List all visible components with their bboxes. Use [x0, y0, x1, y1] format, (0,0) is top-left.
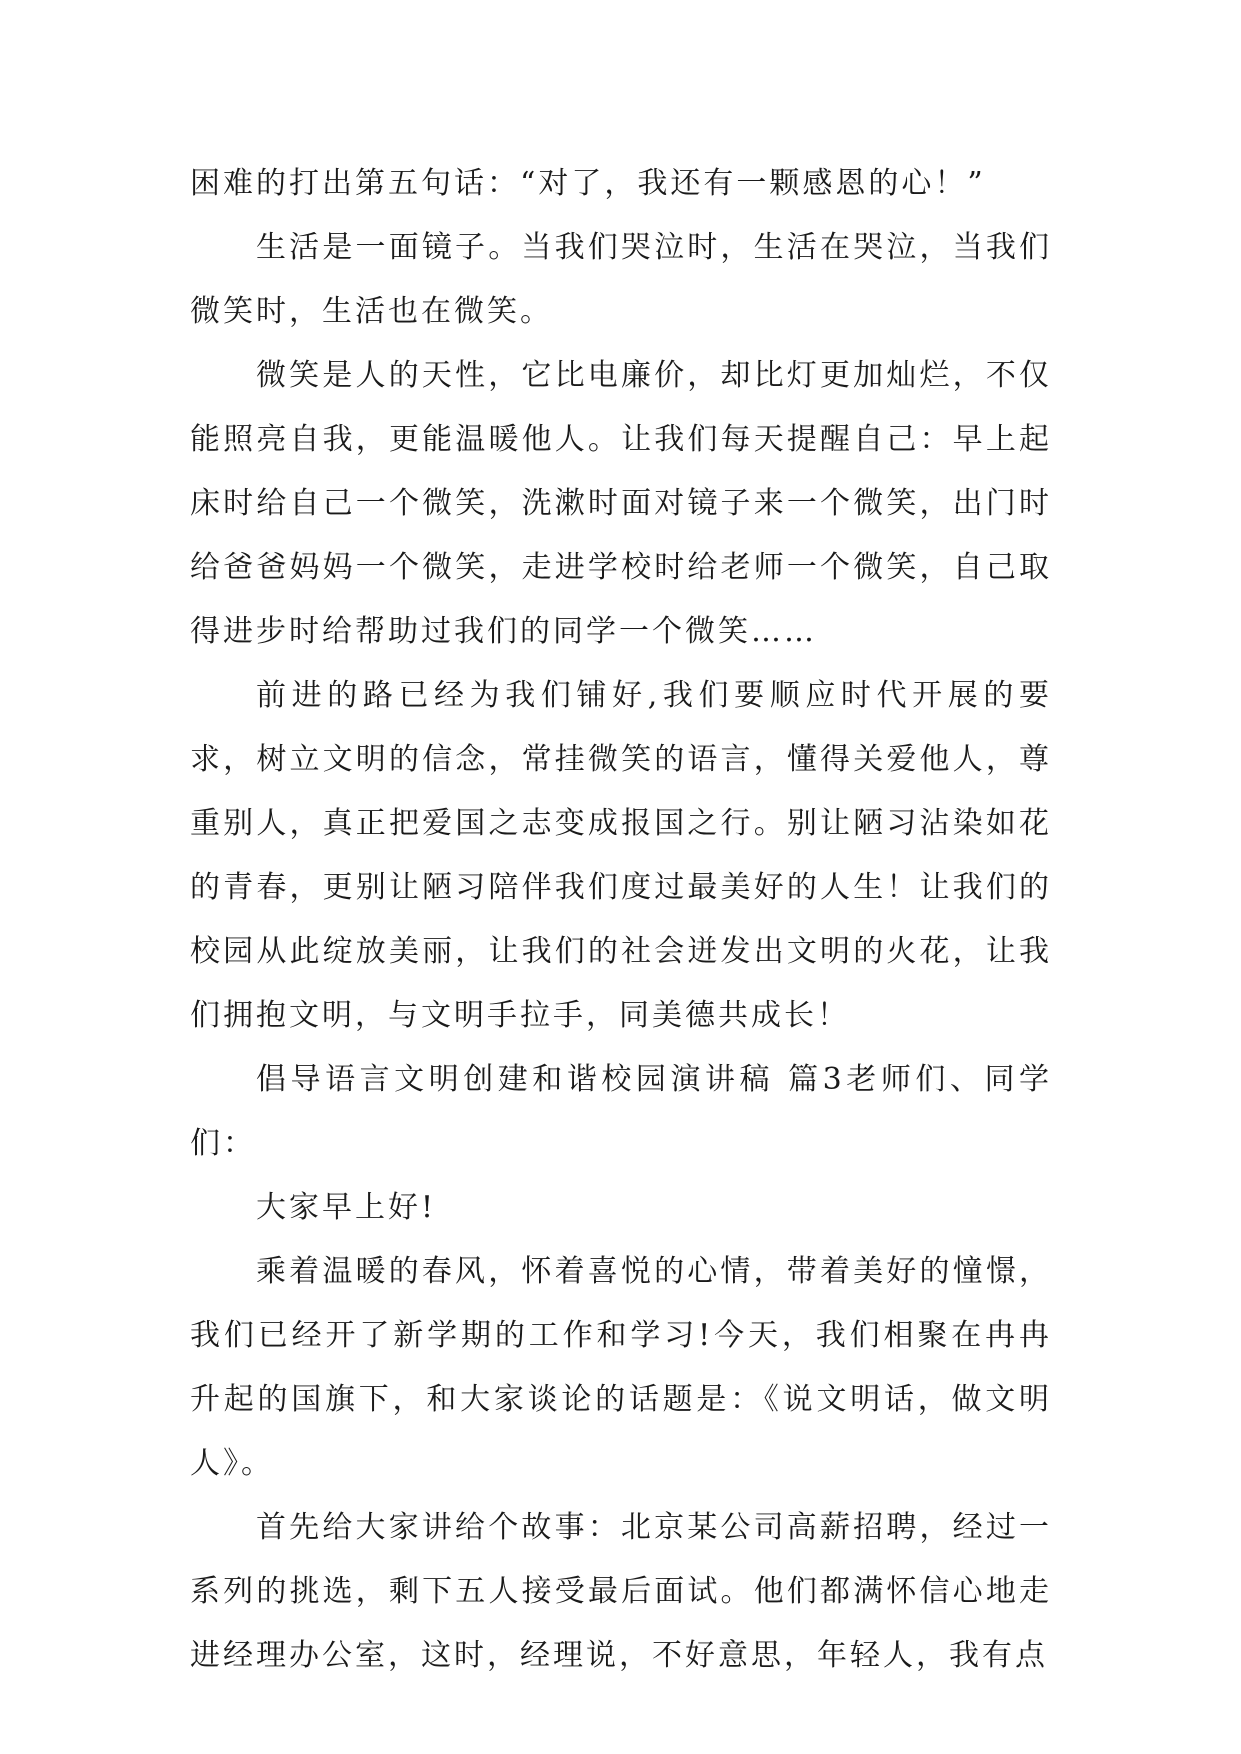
paragraph-2: 生活是一面镜子。当我们哭泣时，生活在哭泣，当我们微笑时，生活也在微笑。	[190, 230, 1052, 329]
paragraph-5-heading: 倡导语言文明创建和谐校园演讲稿 篇3老师们、同学们：	[190, 1062, 1052, 1161]
document-body	[190, 152, 1052, 1688]
paragraph-6-greeting: 大家早上好!	[256, 1190, 437, 1225]
paragraph-3: 微笑是人的天性，它比电廉价，却比灯更加灿烂，不仅能照亮自我，更能温暖他人。让我们每天提醒自己：早上起床时给自己一个微笑，洗漱时面对镜子来一个微笑，出门时给爸爸妈妈一个微笑，走进学校时给老师一个微笑，自己取得进步时给帮助过我们的同学一个微笑……	[190, 358, 1052, 649]
paragraph-4: 前进的路已经为我们铺好,我们要顺应时代开展的要求，树立文明的信念，常挂微笑的语言，懂得关爱他人，尊重别人，真正把爱国之志变成报国之行。别让陋习沾染如花的青春，更别让陋习陪伴我们度过最美好的人生！让我们的校园从此绽放美丽，让我们的社会迸发出文明的火花，让我们拥抱文明，与文明手拉手，同美德共成长！	[190, 678, 1052, 1033]
paragraph-7: 乘着温暖的春风，怀着喜悦的心情，带着美好的憧憬，我们已经开了新学期的工作和学习!今天，我们相聚在冉冉升起的国旗下，和大家谈论的话题是：《说文明话，做文明人》。	[190, 1254, 1052, 1481]
paragraph-1: 困难的打出第五句话：“对了，我还有一颗感恩的心！”	[190, 166, 986, 201]
paragraph-8: 首先给大家讲给个故事：北京某公司高薪招聘，经过一系列的挑选，剩下五人接受最后面试。他们都满怀信心地走进经理办公室，这时，经理说，不好意思，年轻人，我有点	[190, 1510, 1052, 1673]
